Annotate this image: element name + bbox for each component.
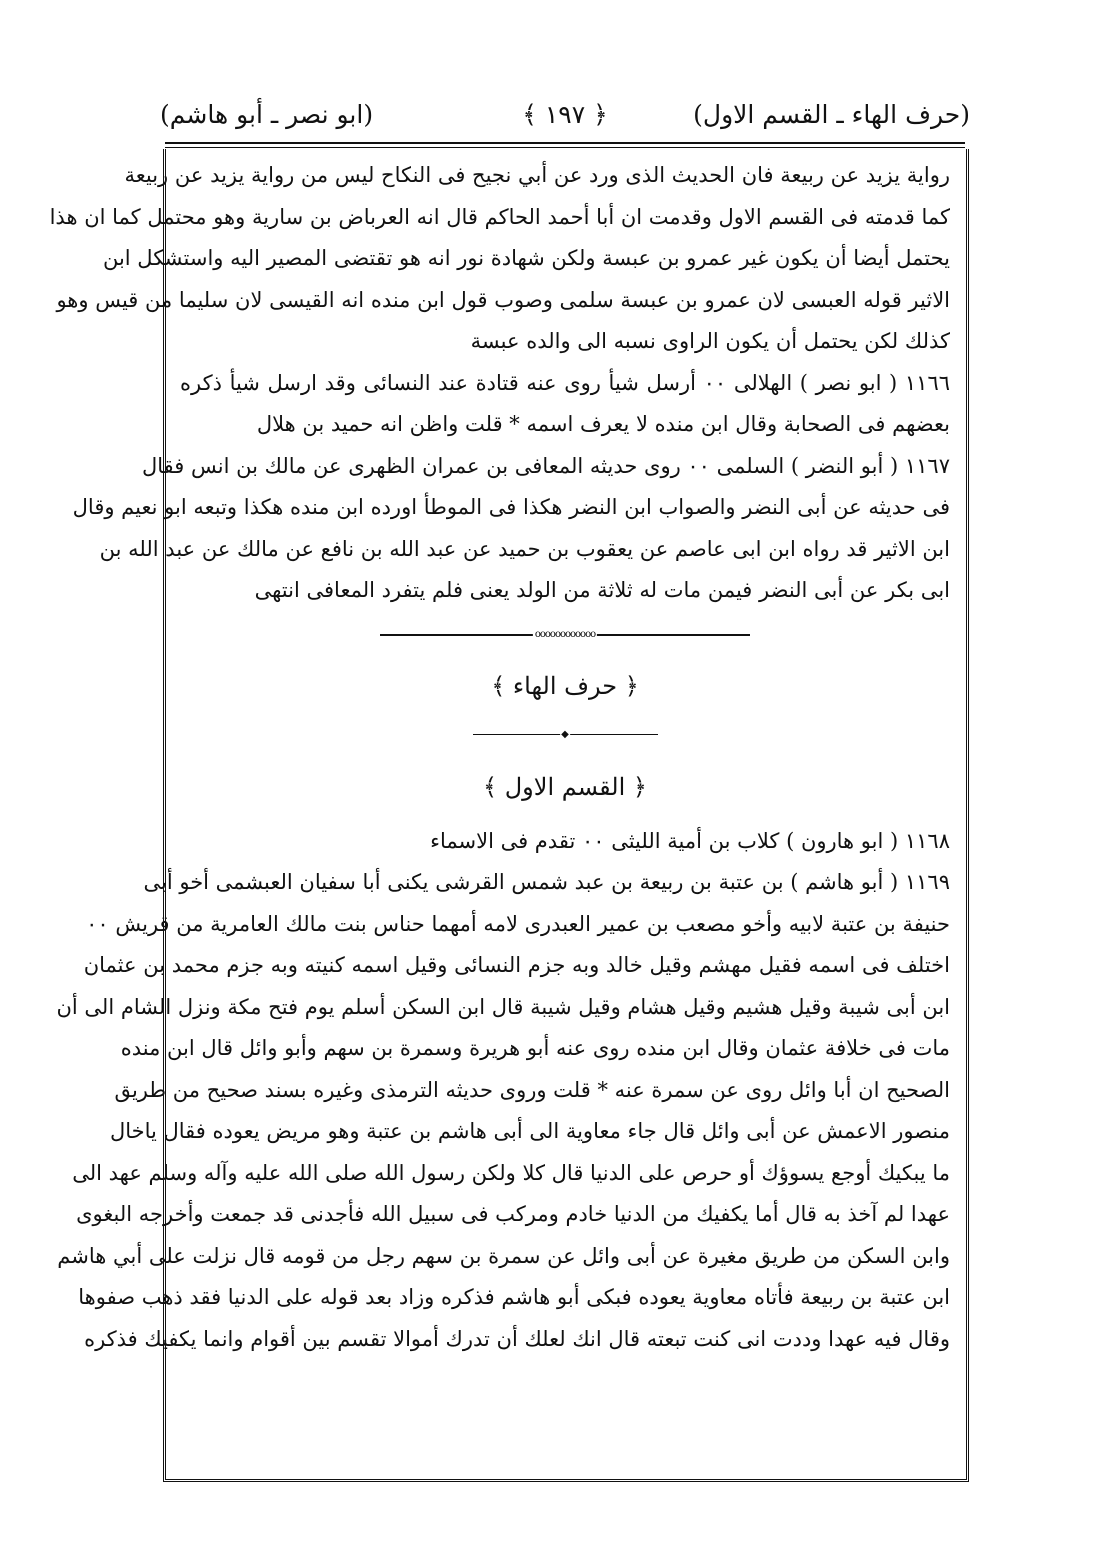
text-line: ابن عتبة بن ربيعة فأتاه معاوية يعوده فبكى أبو هاشم فذكره وزاد بعد قوله على الدنيا فقد ذهب صفوها [78,1285,950,1309]
ornamental-divider [380,628,750,640]
running-head-names: (ابو نصر ـ أبو هاشم) [160,100,374,129]
running-head-section: (حرف الهاء ـ القسم الاول) [693,100,970,129]
entry-1166 [180,363,950,446]
subsection-title: ﴿ القسم الاول ﴾ [483,772,647,801]
text-line: فى حديثه عن أبى النضر والصواب ابن النضر هكذا فى الموطأ اورده ابن منده هكذا وتبعه ابو نعيم وقال [72,495,950,519]
text-line: حنيفة بن عتبة لابيه وأخو مصعب بن عمير العبدرى لامه أمهما حناس بنت مالك العامرية من قريش ٠٠ [86,911,950,936]
text-line: ١١٦٧ ( أبو النضر ) السلمى ٠٠ روى حديثه المعافى بن عمران الظهرى عن مالك بن انس فقال [142,453,950,478]
text-line: ما يبكيك أوجع يسوؤك أو حرص على الدنيا قال كلا ولكن رسول الله صلى الله عليه وآله وسلم عهد الى [72,1160,950,1185]
text-line: رواية يزيد عن ربيعة فان الحديث الذى ورد عن أبي نجيح فى النكاح ليس من رواية يزيد عن ربيعة [124,163,950,187]
page-header [160,100,970,138]
diamond-ornament: ◆ [561,728,569,740]
divider [473,728,658,740]
continued-paragraph [49,155,950,363]
text-line: ١١٦٦ ( ابو نصر ) الهلالى ٠٠ أرسل شيأ روى عنه قتادة عند النسائى وقد ارسل شيأ ذكره [180,370,951,395]
page-body [49,155,951,1360]
header-rule-thin [165,147,965,148]
entry-1169 [56,862,950,1360]
text-line: يحتمل أيضا أن يكون غير عمرو بن عبسة ولكن شهادة نور انه هو تقتضى المصير اليه واستشكل ابن [102,246,950,270]
text-line: ابن أبى شيبة وقيل هشيم وقيل هشام وقيل شيبة قال ابن السكن أسلم يوم فتح مكة ونزل الشام الى أن [56,994,950,1019]
header-rule [165,142,965,144]
text-line: ابن الاثير قد رواه ابن ابى عاصم عن يعقوب بن حميد عن عبد الله بن نافع عن مالك عن عبد الله بن [99,536,950,561]
text-line: الصحيح ان أبا وائل روى عن سمرة عنه * قلت وروى حديثه الترمذى وغيره بسند صحيح من طريق [114,1077,950,1102]
text-line: ابى بكر عن أبى النضر فيمن مات له ثلاثة من الولد يعنى فلم يتفرد المعافى انتهى [254,578,950,602]
entry-1167 [72,446,950,612]
text-line: ١١٦٩ ( أبو هاشم ) بن عتبة بن ربيعة بن عبد شمس القرشى يكنى أبا سفيان العبشمى أخو أبى [143,870,950,894]
text-line: عهدا لم آخذ به قال أما يكفيك من الدنيا خادم ومركب فى سبيل الله فأجدنى قد جمعت وأخرجه البغوى [76,1202,950,1226]
text-line: اختلف فى اسمه فقيل مهشم وقيل خالد وبه جزم النسائى وقيل اسمه كنيته وبه جزم محمد بن عثمان [83,953,950,977]
divider-ornament: oooooooooooo [534,628,596,640]
text-line: مات فى خلافة عثمان وقال ابن منده روى عنه أبو هريرة وسمرة بن سهم وأبو وائل قال ابن منده [120,1036,950,1060]
text-line: ١١٦٨ ( ابو هارون ) كلاب بن أمية الليثى ٠٠ تقدم فى الاسماء [430,828,950,853]
text-line: كذلك لكن يحتمل أن يكون الراوى نسبه الى والده عبسة [470,329,950,353]
entry-1168 [180,821,950,863]
text-line: وابن السكن من طريق مغيرة عن أبى وائل عن سمرة بن سهم رجل من قومه قال نزلت على أبي هاشم [57,1243,950,1268]
text-line: وقال فيه عهدا وددت انى كنت تبعته قال انك لعلك أن تدرك أموالا تقسم بين أقوام وانما يكفيك فذكره [84,1326,950,1351]
text-line: كما قدمته فى القسم الاول وقدمت ان أبا أحمد الحاكم قال انه العرباض بن سارية وهو محتمل كما ان هذا [49,204,950,229]
text-line: بعضهم فى الصحابة وقال ابن منده لا يعرف اسمه * قلت واظن انه حميد بن هلال [256,412,950,436]
section-title: ﴿ حرف الهاء ﴾ [491,671,639,700]
text-line: الاثير قوله العبسى لان عمرو بن عبسة سلمى وصوب قول ابن منده انه القيسى لان سليما من قيس وهو [56,287,950,312]
page-number: ﴿ ١٩٧ ﴾ [522,100,608,129]
text-line: منصور الاعمش عن أبى وائل قال جاء معاوية الى أبى هاشم بن عتبة وهو مريض يعوده فقال ياخال [109,1119,950,1143]
